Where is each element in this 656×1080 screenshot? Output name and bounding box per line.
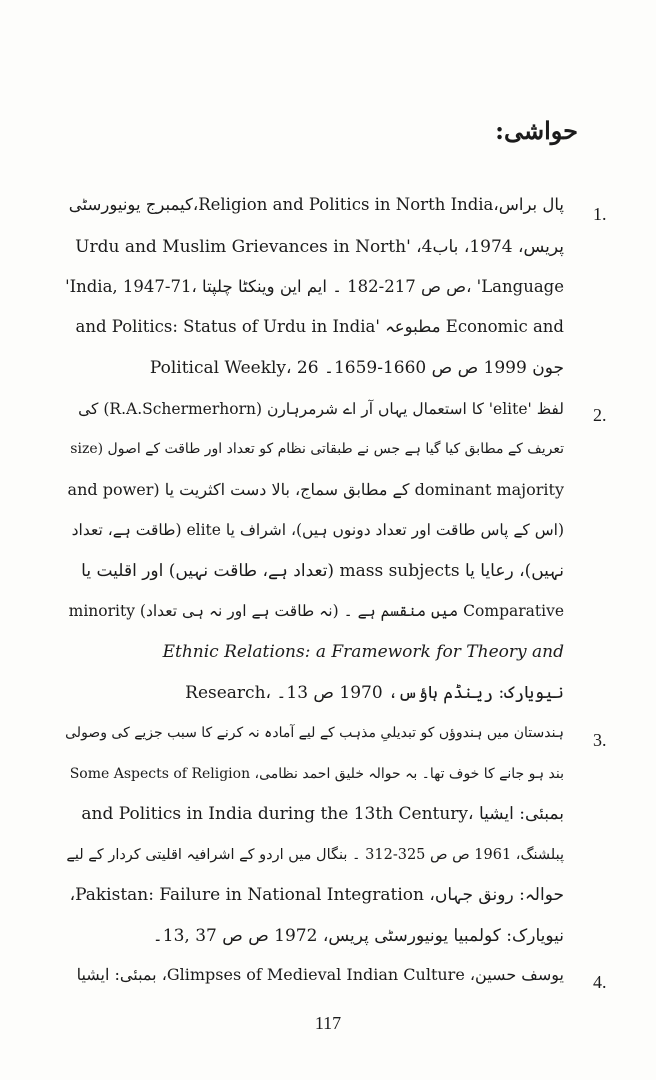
note-number: 2. bbox=[593, 405, 607, 425]
note-line: 'India, 1947-71، ص ص 217-182 ۔ ایم این وینکٹا چلپتا، 'Language bbox=[65, 277, 564, 296]
note-line: حوالہ: رونق جہاں، Pakistan: Failure in National Integration، bbox=[69, 885, 564, 905]
note-line: Research، نیویارک: رینڈم ہاؤس، 1970 ص 13۔ bbox=[185, 683, 564, 703]
note-line: minority (نہ طاقت ہے اور نہ ہی تعداد) میں منقسم ہے ۔ Comparative bbox=[68, 602, 564, 620]
note-line: and Politics: Status of Urdu in India' مطبوعہ Economic and bbox=[75, 317, 564, 336]
note-line: Political Weekly، 26 جون 1999 ص ص 1660-1659۔ bbox=[149, 358, 564, 378]
note-line: پال براس،Religion and Politics in North India،کیمبرج یونیورسٹی bbox=[68, 195, 564, 214]
page-number: 117 bbox=[314, 1013, 342, 1033]
note-number: 4. bbox=[593, 972, 607, 992]
notes-heading: حواشی: bbox=[495, 116, 578, 145]
note-line: یوسف حسین، Glimpses of Medieval Indian Culture، بمبئی: ایشیا bbox=[76, 965, 564, 984]
note-number: 3. bbox=[593, 730, 607, 750]
note-line: لفظ 'elite' کا استعمال یہاں آر اے شرمرہارن (R.A.Schermerhorn) کی bbox=[78, 400, 564, 418]
note-line: پبلشنگ، 1961 ص ص 325-312 ۔ بنگال میں اردو کے اشرافیہ اقلیتی کردار کے لیے bbox=[66, 847, 564, 863]
note-line: پریس، 1974، باب4، 'Urdu and Muslim Grievances in North bbox=[75, 237, 564, 257]
note-number: 1. bbox=[593, 204, 607, 224]
note-line: and power) کے مطابق سماج، بالا دست اکثریت یا dominant majority bbox=[67, 480, 564, 499]
note-line: نہیں)، رعایا یا mass subjects (تعداد ہے، طاقت نہیں) اور اقلیت یا bbox=[81, 561, 564, 581]
note-line: and Politics in India during the 13th Century، بمبئی: ایشیا bbox=[81, 804, 564, 824]
note-line: Ethnic Relations: a Framework for Theory and bbox=[162, 642, 564, 662]
note-line: بند ہو جانے کا خوف تھا۔ بہ حوالہ خلیق احمد نظامی، Some Aspects of Religion bbox=[69, 766, 564, 782]
note-line: تعریف کے مطابق کیا گیا ہے جس نے طبقاتی نظام کو تعداد اور طاقت کے اصول (size bbox=[70, 441, 564, 457]
note-line: نیویارک: کولمبیا یونیورسٹی پریس، 1972 ص ص 37 ,13۔ bbox=[152, 926, 564, 946]
note-line: ہندستان میں ہندوؤں کو تبدیلیِ مذہب کے لیے آمادہ نہ کرنے کا سبب جزیے کی وصولی bbox=[65, 725, 564, 741]
note-line: (اس کے پاس طاقت اور تعداد دونوں ہیں)، اشراف یا elite (طاقت ہے، تعداد bbox=[71, 521, 564, 539]
